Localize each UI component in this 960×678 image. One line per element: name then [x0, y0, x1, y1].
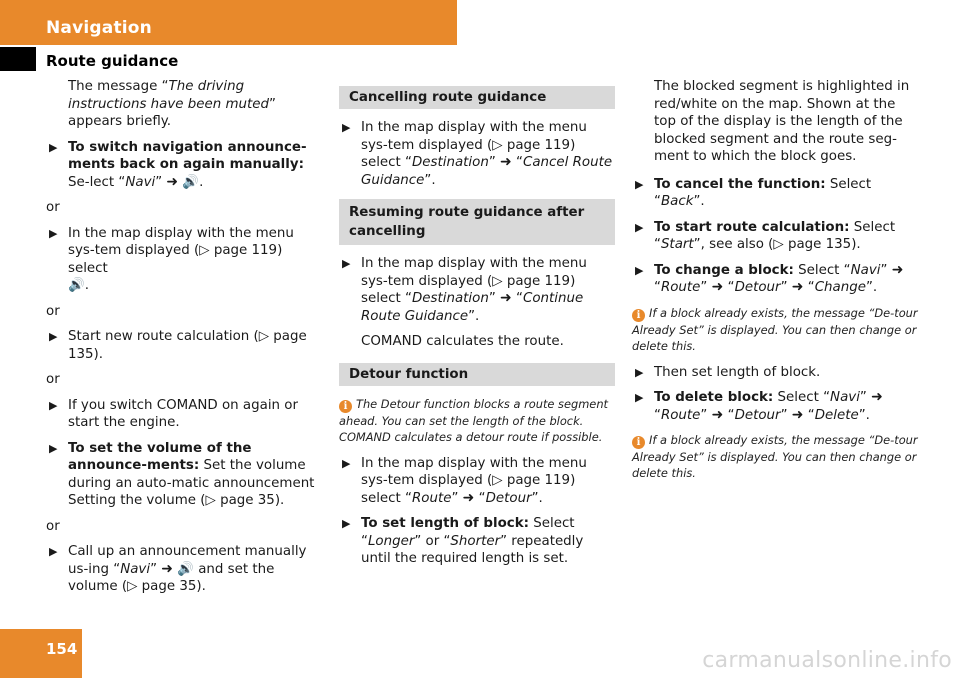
arrow-icon: ➜ — [500, 290, 512, 306]
list-item: ▶ To start route calculation: Select “Start”, see also (▷ page 135). — [635, 219, 896, 252]
arrow-icon: ➜ — [161, 560, 174, 577]
bullet-icon: ▶ — [49, 545, 58, 558]
bullet-icon: ▶ — [49, 330, 58, 343]
bullet-icon: ▶ — [49, 441, 58, 455]
arrow-icon: ➜ — [891, 261, 904, 278]
list-item: ▶ To delete block: Select “Navi” ➜ “Route” ➜ “Detour” ➜ “Delete”. — [635, 389, 883, 423]
arrow-icon: ➜ — [791, 279, 804, 295]
info-note: i If a block already exists, the message “De-tour Already Set” is displayed. You can then change or delete this. — [632, 433, 918, 480]
bullet-icon: ▶ — [342, 257, 351, 270]
bullet-icon: ▶ — [635, 220, 644, 234]
arrow-icon: ➜ — [462, 489, 475, 506]
chapter-title: Navigation — [46, 18, 152, 38]
bullet-icon: ▶ — [49, 398, 58, 412]
list-item: ▶ To switch navigation announce-ments back on again manually: Se-lect “Navi” ➜ 🔊. — [49, 139, 307, 190]
muted-message-paragraph: The message “The driving instructions have been muted” appears briefly. — [68, 79, 276, 129]
arrow-icon: ➜ — [791, 406, 804, 423]
bullet-icon: ▶ — [635, 365, 644, 379]
column-1 — [46, 78, 324, 604]
or-text: or — [46, 303, 60, 319]
arrow-icon: ➜ — [500, 154, 512, 170]
info-icon: i — [339, 400, 352, 413]
list-item: ▶ In the map display with the menu sys-tem displayed (▷ page 119) select “Destination” ➜ “Cancel Route Guidance”. — [342, 120, 613, 188]
arrow-icon: ➜ — [871, 389, 883, 405]
heading-resuming-route-guidance: Resuming route guidance after cancelling — [339, 199, 615, 245]
info-note: i If a block already exists, the message “De-tour Already Set” is displayed. You can then change or delete this. — [632, 305, 918, 353]
voice-icon: 🔊 — [182, 174, 200, 190]
list-item: ▶ Start new route calculation (▷ page 135). — [49, 329, 307, 362]
column-2 — [339, 78, 615, 576]
heading-cancelling-route-guidance: Cancelling route guidance — [339, 86, 615, 109]
list-item: ▶ To change a block: Select “Navi” ➜ “Route” ➜ “Detour” ➜ “Change”. — [635, 261, 904, 295]
arrow-icon: ➜ — [711, 406, 724, 423]
info-icon: i — [632, 436, 645, 449]
list-item: ▶ To set length of block: Select “Longer” or “Shorter” repeatedly until the required length is set. — [342, 516, 584, 566]
bullet-icon: ▶ — [49, 226, 58, 240]
or-text: or — [46, 372, 60, 387]
arrow-icon: ➜ — [166, 173, 179, 190]
info-icon: i — [632, 309, 645, 322]
page-number: 154 — [46, 640, 78, 658]
bullet-icon: ▶ — [635, 177, 644, 191]
arrow-icon: ➜ — [711, 279, 724, 295]
voice-icon: 🔊 — [68, 278, 85, 293]
calculates-route-text: COMAND calculates the route. — [361, 334, 564, 349]
column-3 — [632, 78, 918, 491]
section-marker — [0, 47, 36, 71]
section-title: Route guidance — [46, 52, 179, 70]
list-item: ▶ Then set length of block. — [635, 364, 821, 380]
list-item: ▶ In the map display with the menu sys-tem displayed (▷ page 119) select “Destination” ➜ “Continue Route Guidance”. — [342, 256, 587, 324]
blocked-segment-paragraph: The blocked segment is highlighted in red/white on the map. Shown at the top of the display is the length of the blocked segment and the route seg-ment to which the block goes. — [654, 79, 910, 164]
bullet-icon: ▶ — [342, 121, 351, 134]
list-item: ▶ In the map display with the menu sys-tem displayed (▷ page 119) select “Route” ➜ “Detour”. — [342, 455, 587, 506]
list-item: ▶ In the map display with the menu sys-tem displayed (▷ page 119) select 🔊. — [49, 225, 294, 293]
heading-detour-function: Detour function — [339, 363, 615, 386]
watermark: carmanualsonline.info — [702, 648, 952, 673]
bullet-icon: ▶ — [342, 456, 351, 470]
bullet-icon: ▶ — [49, 140, 58, 154]
info-note: i The Detour function blocks a route segment ahead. You can set the length of the block. COMAND calculates a detour route if possible. — [339, 396, 609, 444]
bullet-icon: ▶ — [342, 517, 351, 530]
list-item: ▶ To set the volume of the announce-ments: Set the volume during an auto-matic announcement Setting the volume (▷ page 35). — [49, 440, 315, 508]
voice-icon: 🔊 — [177, 561, 194, 577]
or-text: or — [46, 200, 60, 215]
list-item: ▶ To cancel the function: Select “Back”. — [635, 176, 872, 209]
bullet-icon: ▶ — [635, 391, 644, 404]
bullet-icon: ▶ — [635, 263, 644, 277]
or-text: or — [46, 518, 60, 534]
list-item: ▶ If you switch COMAND on again or start the engine. — [49, 397, 298, 430]
list-item: ▶ Call up an announcement manually us-ing “Navi” ➜ 🔊 and set the volume (▷ page 35). — [49, 544, 307, 594]
